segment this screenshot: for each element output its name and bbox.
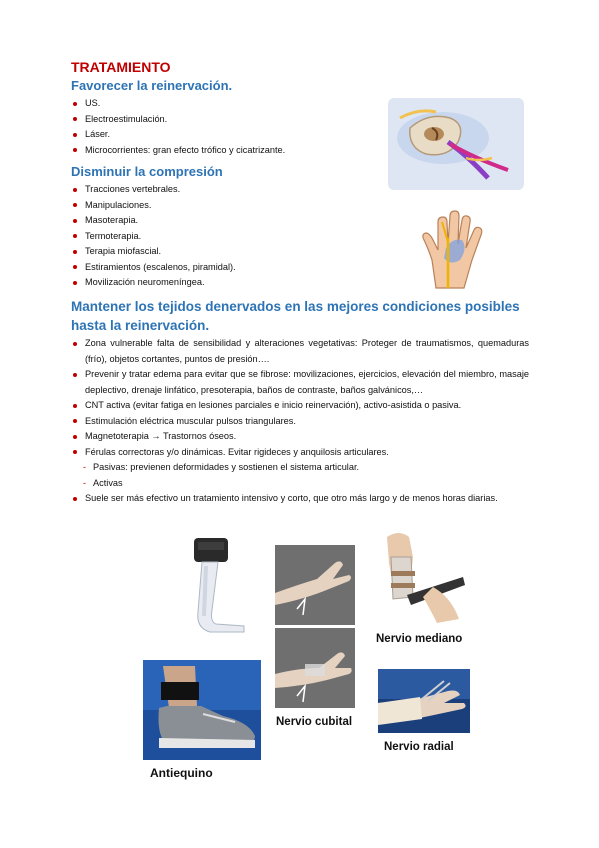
hand-nerve-illustration — [418, 208, 492, 290]
mediano-splint-photo — [373, 527, 471, 627]
antiequino-shoe-photo — [143, 660, 261, 760]
list-item: CNT activa (evitar fatiga en lesiones parciales e inicio reinervación), activo-asistida o pasiva. — [71, 398, 529, 414]
caption-nervio-mediano: Nervio mediano — [376, 633, 463, 645]
section-heading-reinervacion: Favorecer la reinervación. — [71, 78, 233, 93]
radial-splint-photo — [378, 669, 470, 733]
list-item: Estimulación eléctrica muscular pulsos triangulares. — [71, 414, 529, 430]
caption-nervio-cubital: Nervio cubital — [276, 716, 353, 728]
caption-antiequino: Antiequino — [150, 766, 213, 780]
list-item: Terapia miofascial. — [71, 244, 236, 260]
list-item: US. — [71, 96, 285, 112]
list-item: Masoterapia. — [71, 213, 236, 229]
cubital-splint-photo-1 — [275, 545, 355, 625]
page-title: TRATAMIENTO — [71, 59, 171, 75]
list-item: Termoterapia. — [71, 229, 236, 245]
list-item: Tracciones vertebrales. — [71, 182, 236, 198]
list-item: Férulas correctoras y/o dinámicas. Evitar rigideces y anquilosis articulares. — [71, 445, 529, 461]
section-heading-tejidos: Mantener los tejidos denervados en las mejores condiciones posibles hasta la reinervación. — [71, 299, 520, 333]
list-item: Suele ser más efectivo un tratamiento intensivo y corto, que otro más largo y de menos horas diarias. — [71, 491, 529, 507]
list-tejidos — [71, 336, 529, 507]
caption-nervio-radial: Nervio radial — [384, 741, 454, 753]
list-reinervacion — [71, 96, 285, 158]
list-item: Láser. — [71, 127, 285, 143]
sublist-ferulas — [71, 460, 529, 491]
list-item: Electroestimulación. — [71, 112, 285, 128]
afo-brace-photo — [158, 532, 256, 644]
list-item: Prevenir y tratar edema para evitar que se fibrose: movilizaciones, ejercicios, elevación del miembro, masaje deplectivo, drenaje linfático, presoterapia, baños de contraste, baños galvánicos,… — [71, 367, 529, 398]
list-item: Microcorrientes: gran efecto trófico y cicatrizante. — [71, 143, 285, 159]
sublist-item: - Activas — [71, 476, 529, 492]
list-item: Zona vulnerable falta de sensibilidad y alteraciones vegetativas: Proteger de traumatismos, quemaduras (frío), objetos cortantes, puntos de presión…. — [71, 336, 529, 367]
list-compresion — [71, 182, 236, 291]
section-heading-compresion: Disminuir la compresión — [71, 164, 223, 179]
list-item: Estiramientos (escalenos, piramidal). — [71, 260, 236, 276]
list-item: Movilización neuromeníngea. — [71, 275, 236, 291]
sublist-wrapper — [71, 460, 529, 491]
sublist-item: - Pasivas: previenen deformidades y sostienen el sistema articular. — [71, 460, 529, 476]
list-item: Magnetoterapia → Trastornos óseos. — [71, 429, 529, 445]
spine-nerve-illustration — [388, 98, 524, 190]
cubital-splint-photo-2 — [275, 628, 355, 708]
list-item: Manipulaciones. — [71, 198, 236, 214]
